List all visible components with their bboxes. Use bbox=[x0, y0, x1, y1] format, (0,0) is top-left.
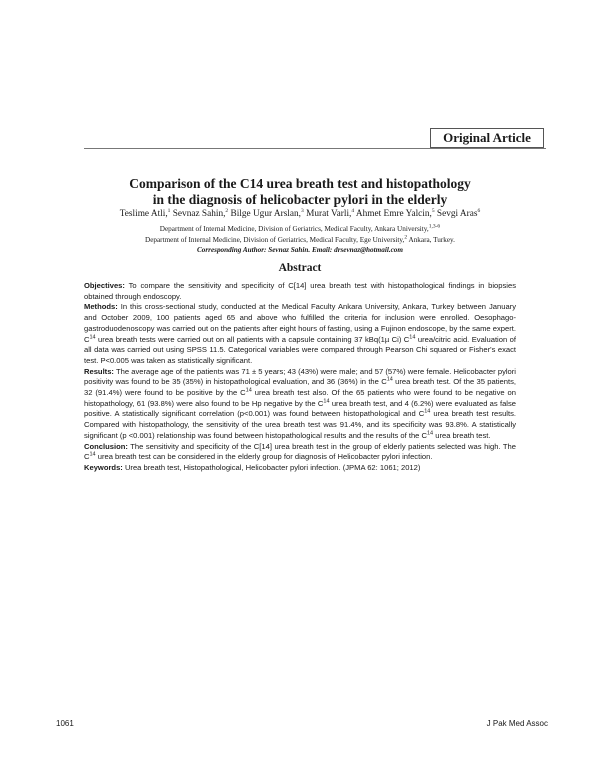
objectives-paragraph bbox=[84, 281, 516, 302]
superscript: 14 bbox=[89, 333, 96, 340]
results-paragraph bbox=[84, 367, 516, 442]
methods-paragraph bbox=[84, 302, 516, 366]
superscript: 14 bbox=[426, 430, 434, 437]
results-text: The average age of the patients was 71 ± 5 years; 43 (43%) were male; and 57 (57%) were female. Helicobacter pylori positivity was found to be 35 (35%) in histopathological evaluation, and 36 (36%) in the C bbox=[84, 366, 516, 387]
author-name: Sevnaz Sahin, bbox=[170, 209, 226, 219]
page-number: 1061 bbox=[56, 719, 74, 728]
conclusion-paragraph bbox=[84, 442, 516, 463]
conclusion-label: Conclusion: bbox=[84, 441, 128, 451]
author-affiliation-mark: 4 bbox=[351, 207, 355, 214]
results-text: urea breath test. Of the 35 patients, 32 (91.4%) were found to be positive by the C bbox=[84, 377, 516, 398]
conclusion-text: The sensitivity and specificity of the C[14] urea breath test in the group of elderly patients selected was high. The C bbox=[84, 441, 516, 462]
results-text: urea breath test results. Compared with histopathology, the sensitivity of the urea breath test was 91.4%, and its specificity was 93.8%. A statistically significant (p <0.001) relationship was found between histopathological results and the results of the C bbox=[84, 409, 517, 440]
superscript: 14 bbox=[386, 376, 393, 383]
affiliation-1-text: Department of Internal Medicine, Division of Geriatrics, Medical Faculty, Ankara University, bbox=[159, 225, 429, 233]
affiliation-2-mark: 2 bbox=[404, 234, 408, 241]
author-name: Bilge Ugur Arslan, bbox=[228, 209, 301, 219]
objectives-label: Objectives: bbox=[84, 281, 125, 290]
objectives-text: To compare the sensitivity and specificity of C[14] urea breath test with histopathological findings in biopsies obtained through endoscopy. bbox=[84, 281, 516, 301]
affiliation-2-location: Ankara, Turkey. bbox=[407, 236, 455, 244]
corresponding-author: Corresponding Author: Sevnaz Sahin. Email: drsevnaz@hotmail.com bbox=[196, 246, 403, 254]
keywords-text: Urea breath test, Histopathological, Helicobacter pylori infection. (JPMA 62: 1061; 2012) bbox=[122, 462, 421, 472]
author-affiliation-mark: 2 bbox=[225, 207, 229, 214]
affiliation-1-mark: 1,3-6 bbox=[428, 223, 441, 230]
author-name: Ahmet Emre Yalcin, bbox=[354, 209, 432, 219]
affiliation-2 bbox=[84, 235, 516, 245]
title-line-2: in the diagnosis of helicobacter pylori in the elderly bbox=[152, 192, 448, 207]
article-type-label: Original Article bbox=[430, 128, 544, 148]
author-name: Teslime Atli, bbox=[119, 209, 168, 219]
conclusion-text: urea breath test can be considered in the elderly group for diagnosis of Helicobacter pylori infection. bbox=[95, 452, 433, 462]
results-label: Results: bbox=[84, 366, 114, 376]
affiliation-2-text: Department of Internal Medicine, Division of Geriatrics, Medical Faculty, Ege University, bbox=[145, 236, 405, 244]
keywords-label: Keywords: bbox=[84, 462, 123, 472]
methods-label: Methods: bbox=[84, 302, 118, 312]
author-affiliation-mark: 1 bbox=[167, 207, 171, 214]
affiliation-1 bbox=[84, 224, 516, 234]
superscript: 14 bbox=[89, 451, 96, 458]
methods-text: In this cross-sectional study, conducted at the Medical Faculty Ankara University, Ankara, Turkey between January and October 2009, 100 patients aged 65 and above who fulfilled the criteria for inclusion were enrolled. Oesophago-gastroduodenoscopy was carried out on the patients after eight hours of fasting, using a Fujinon endoscope, by the same expert. C bbox=[84, 302, 516, 344]
title-line-1: Comparison of the C14 urea breath test and histopathology bbox=[129, 176, 471, 191]
results-text: urea breath test, and 4 (6.2%) were evaluated as false positive. A statistically significant correlation (p<0.001) was found between histopathological and C bbox=[84, 398, 517, 419]
author-affiliation-mark: 5 bbox=[431, 207, 435, 214]
author-name: Sevgi Aras bbox=[434, 209, 478, 219]
abstract-heading: Abstract bbox=[278, 262, 322, 274]
header-rule bbox=[84, 148, 546, 149]
author-name: Murat Varli, bbox=[303, 209, 352, 219]
article-title bbox=[84, 176, 516, 208]
author-list bbox=[84, 208, 516, 220]
author-affiliation-mark: 3 bbox=[301, 207, 304, 214]
results-text: urea breath test also. Of the 65 patients who were found to be negative on histopathology, 61 (93.8%) were also found to be Hp negative by the C bbox=[84, 388, 517, 408]
superscript: 14 bbox=[323, 398, 330, 405]
methods-text: urea/citric acid. Evaluation of all data was carried out using SPSS 11.5. Categorical variables were compared through Pearson Chi squared or Fisher's exact test. P<0.005 was taken as statistically significant. bbox=[84, 334, 516, 365]
author-affiliation-mark: 6 bbox=[477, 207, 481, 214]
superscript: 14 bbox=[424, 408, 431, 415]
superscript: 14 bbox=[409, 333, 416, 340]
results-text: urea breath test. bbox=[433, 430, 491, 440]
methods-text: urea breath tests were carried out on all patients with a capsule containing 37 kBq(1µ Ci) C bbox=[95, 334, 410, 344]
keywords-paragraph bbox=[84, 463, 516, 474]
abstract-body bbox=[84, 281, 516, 474]
superscript: 14 bbox=[245, 387, 252, 394]
journal-name: J Pak Med Assoc bbox=[486, 719, 548, 728]
